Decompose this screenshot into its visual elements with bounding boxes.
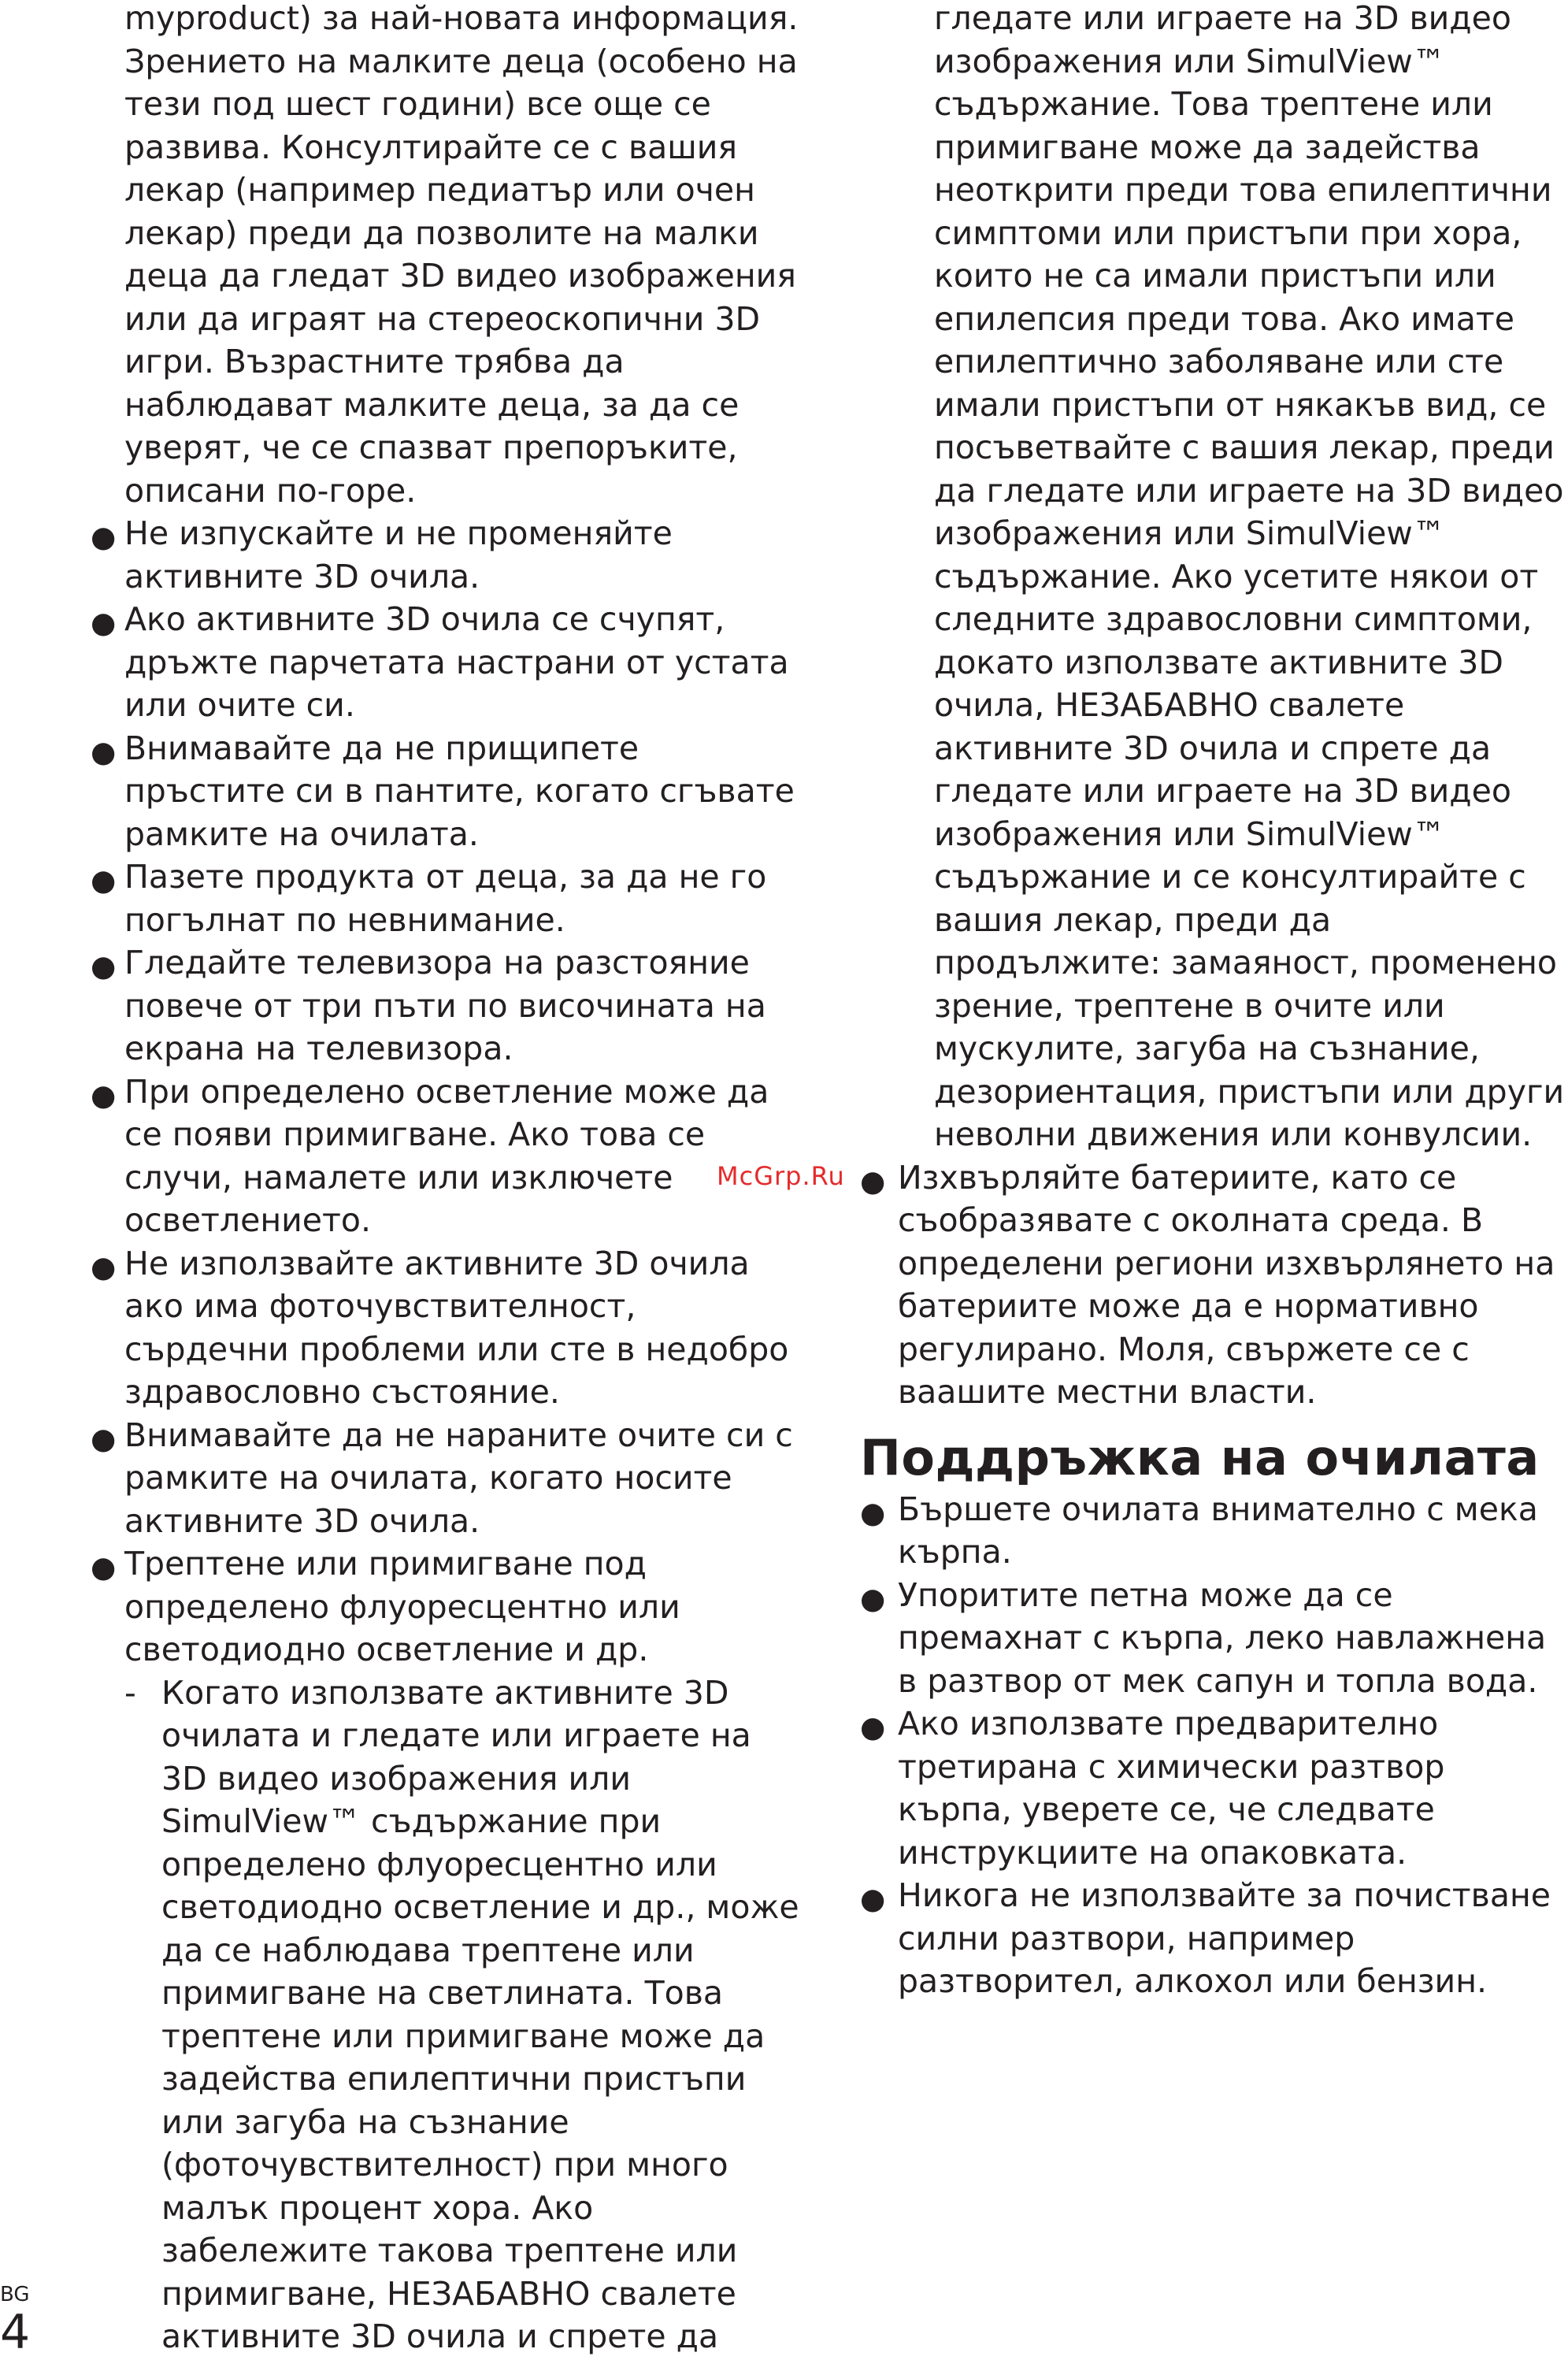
dash-marker: - — [124, 1673, 136, 1712]
language-code: BG — [0, 2283, 30, 2306]
list-item-text: Упоритите петна може да се премахнат с кърпа, леко навлажнена в разтвор от мек сапун и топла вода. — [898, 1575, 1547, 1700]
bullet-icon: ● — [860, 1882, 886, 1916]
bullet-icon: ● — [91, 606, 117, 640]
bullet-icon: ● — [91, 949, 117, 983]
list-item — [91, 1071, 799, 1242]
list-item — [858, 1156, 1567, 1414]
list-item-text: Ако използвате предварително третирана с химически разтвор кърпа, уверете се, че следвате инструкциите на опаковката. — [898, 1705, 1445, 1872]
list-item-text: Пазете продукта от деца, за да не го погълнат по невнимание. — [124, 858, 767, 939]
list-item — [91, 1414, 799, 1543]
continuation-paragraph: myproduct) за най-новата информация. Зрението на малките деца (особено на тези под шест години) все още се развива. Консултирайте се с вашия лекар (например педиатър или очен лекар) преди да позволите на малки деца да гледат 3D видео изображения или да играят на стереоскопични 3D игри. Възрастните трябва да наблюдават малките деца, за да се уверят, че се спазват препоръките, описани по-горе. — [124, 0, 799, 510]
list-item — [91, 1242, 799, 1414]
bullet-icon: ● — [91, 520, 117, 554]
list-item — [91, 727, 799, 856]
list-item-text: Трептене или примигване под определено флуоресцентно или светодиодно осветление и др. — [124, 1545, 680, 1668]
list-item — [858, 1574, 1567, 1703]
list-item — [91, 1542, 799, 1672]
list-item — [858, 1488, 1567, 1574]
list-item — [91, 598, 799, 727]
list-item-text: Ако активните 3D очила се счупят, дръжте парчетата настрани от устата или очите си. — [124, 600, 789, 724]
left-column — [91, 0, 799, 2358]
watermark: McGrp.Ru — [717, 1161, 845, 1191]
bullet-icon: ● — [860, 1581, 886, 1616]
section-heading: Поддръжка на очилата — [860, 1428, 1540, 1486]
bullet-icon: ● — [860, 1163, 886, 1198]
list-item-text: Бършете очилата внимателно с мека кърпа. — [898, 1490, 1538, 1571]
bullet-icon: ● — [860, 1495, 886, 1530]
bullet-icon: ● — [91, 1078, 117, 1112]
list-item — [91, 512, 799, 598]
list-item — [91, 941, 799, 1071]
right-column — [858, 0, 1567, 2003]
list-item-text: Никога не използвайте за почистване силни разтвори, например разтворител, алкохол или бензин. — [898, 1876, 1551, 2000]
bullet-icon: ● — [91, 734, 117, 769]
list-item-text: Не използвайте активните 3D очила ако има фоточувствителност, сърдечни проблеми или сте в недобро здравословно състояние. — [124, 1244, 789, 1411]
list-item-text: Изхвърляйте батериите, като се съобразявате с околната среда. В определени региони изхвърлянето на батериите може да е нормативно регулирано. Моля, свържете се с ваашите местни власти. — [898, 1158, 1555, 1411]
bullet-icon: ● — [91, 1421, 117, 1456]
list-item-text: Внимавайте да не прищипете пръстите си в пантите, когато сгъвате рамките на очилата. — [124, 729, 795, 853]
list-item — [858, 1874, 1567, 2003]
list-item-text: Гледайте телевизора на разстояние повече от три пъти по височината на екрана на телевизора. — [124, 944, 766, 1067]
list-item-text: При определено осветление може да се появи примигване. Ако това се случи, намалете или изключете осветлението. — [124, 1072, 769, 1239]
bullet-icon: ● — [91, 863, 117, 897]
list-item — [91, 855, 799, 941]
bullet-icon: ● — [91, 1550, 117, 1584]
page-number: 4 — [0, 2305, 31, 2360]
list-item — [858, 1702, 1567, 1874]
list-item-text: Не изпускайте и не променяйте активните 3D очила. — [124, 514, 673, 596]
list-item-text: Внимавайте да не нараните очите си с рамките на очилата, когато носите активните 3D очила. — [124, 1416, 793, 1540]
bullet-icon: ● — [860, 1710, 886, 1744]
continuation-paragraph: гледате или играете на 3D видео изображения или SimulView™ съдържание. Това трептене или примигване може да задейства неоткрити преди това епилептични симптоми или пристъпи при хора, които не са имали пристъпи или епилепсия преди това. Ако имате епилептично заболяване или сте имали пристъпи от някакъв вид, се посъветвайте с вашия лекар, преди да гледате или играете на 3D видео изображения или SimulView™ съдържание. Ако усетите някои от следните здравословни симптоми, докато използвате активните 3D очила, НЕЗАБАВНО свалете активните 3D очила и спрете да гледате или играете на 3D видео изображения или SimulView™ съдържание и се консултирайте с вашия лекар, преди да продължите: замаяност, променено зрение, трептене в очите или мускулите, загуба на съзнание, дезориентация, пристъпи или други неволни движения или конвулсии. — [934, 0, 1565, 1153]
sub-list-item — [91, 1672, 799, 2358]
sub-list-item-text: Когато използвате активните 3D очилата и гледате или играете на 3D видео изображения или SimulView™ съдържание при определено флуоресцентно или светодиодно осветление и др., може да се наблюдава трептене или примигване на светлината. Това трептене или примигване може да задейства епилептични пристъпи или загуба на съзнание (фоточувствителност) при много малък процент хора. Ако забележите такова трептене или примигване, НЕЗАБАВНО свалете активните 3D очила и спрете да — [161, 1673, 799, 2355]
bullet-icon: ● — [91, 1249, 117, 1284]
